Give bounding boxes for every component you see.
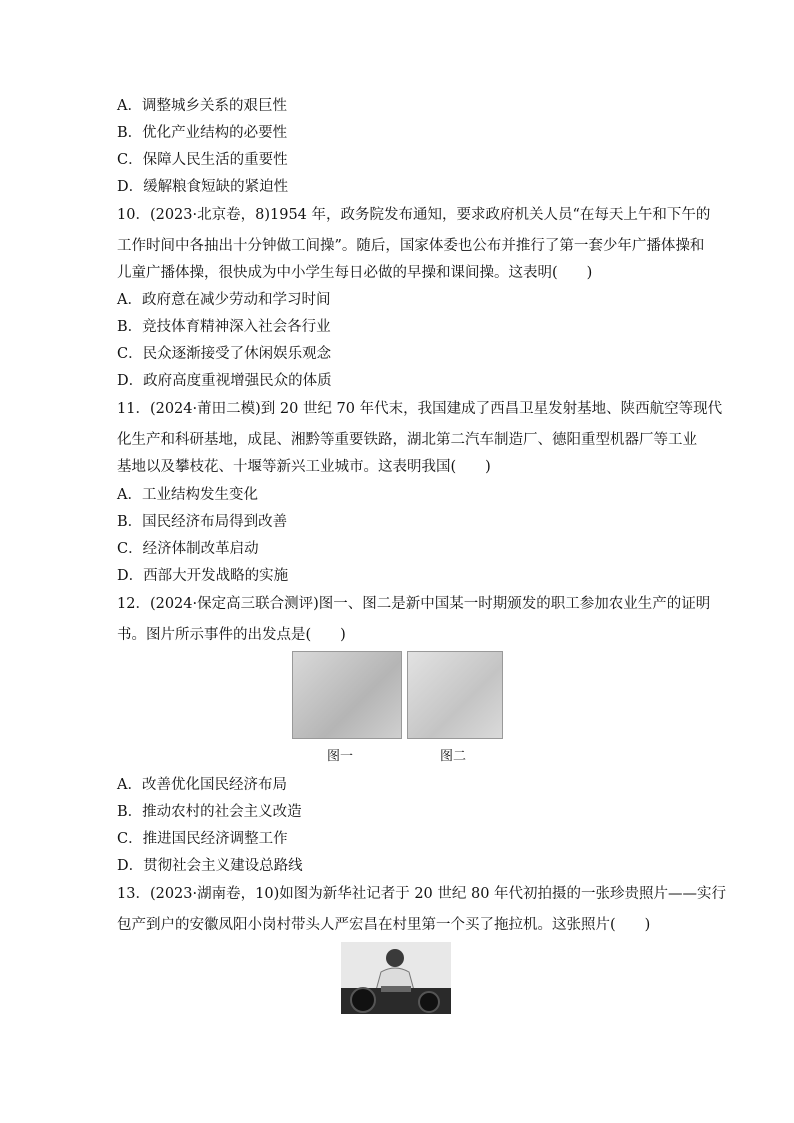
q9-option-a: A．调整城乡关系的艰巨性	[117, 98, 287, 114]
certificate-image-2	[407, 651, 503, 739]
q11-option-c: C．经济体制改革启动	[117, 541, 259, 557]
q12-stem-line-2: 书。图片所示事件的出发点是( )	[117, 627, 346, 643]
q11-stem-line-3: 基地以及攀枝花、十堰等新兴工业城市。这表明我国( )	[117, 459, 491, 475]
q11-option-b: B．国民经济布局得到改善	[117, 514, 288, 530]
q9-option-d: D．缓解粮食短缺的紧迫性	[117, 179, 289, 195]
q10-option-a: A．政府意在减少劳动和学习时间	[117, 292, 331, 308]
certificate-image-1	[292, 651, 402, 739]
q12-option-c: C．推进国民经济调整工作	[117, 831, 288, 847]
q10-stem-line-2: 工作时间中各抽出十分钟做工间操”。随后，国家体委也公布并推行了第一套少年广播体操和	[117, 238, 705, 254]
q10-option-b: B．竞技体育精神深入社会各行业	[117, 319, 331, 335]
q10-stem-line-3: 儿童广播体操，很快成为中小学生每日必做的早操和课间操。这表明( )	[117, 265, 593, 281]
q13-stem-line-2: 包产到户的安徽凤阳小岗村带头人严宏昌在村里第一个买了拖拉机。这张照片( )	[117, 917, 651, 933]
q13-stem-line-1: 13．(2023·湖南卷，10)如图为新华社记者于 20 世纪 80 年代初拍摄的一张珍贵照片——实行	[117, 886, 727, 902]
q12-stem-line-1: 12．(2024·保定高三联合测评)图一、图二是新中国某一时期颁发的职工参加农业生产的证明	[117, 596, 711, 612]
q10-stem-line-1: 10．(2023·北京卷，8)1954 年，政务院发布通知，要求政府机关人员“在每天上午和下午的	[117, 207, 711, 223]
q12-option-b: B．推动农村的社会主义改造	[117, 804, 302, 820]
q11-option-d: D．西部大开发战略的实施	[117, 568, 289, 584]
tractor-photo-illustration	[341, 942, 451, 1014]
q9-option-b: B．优化产业结构的必要性	[117, 125, 288, 141]
q10-option-c: C．民众逐渐接受了休闲娱乐观念	[117, 346, 332, 362]
q11-option-a: A．工业结构发生变化	[117, 487, 258, 503]
q10-option-d: D．政府高度重视增强民众的体质	[117, 373, 332, 389]
q12-option-a: A．改善优化国民经济布局	[117, 777, 287, 793]
q9-option-c: C．保障人民生活的重要性	[117, 152, 288, 168]
q11-stem-line-1: 11．(2024·莆田二模)到 20 世纪 70 年代末，我国建成了西昌卫星发射基地、陕西航空等现代	[117, 401, 723, 417]
tractor-photo	[341, 942, 451, 1014]
q11-stem-line-2: 化生产和科研基地，成昆、湘黔等重要铁路，湖北第二汽车制造厂、德阳重型机器厂等工业	[117, 432, 697, 448]
q12-option-d: D．贯彻社会主义建设总路线	[117, 858, 303, 874]
figure-1-caption: 图一	[327, 749, 354, 764]
figure-2-caption: 图二	[440, 749, 467, 764]
